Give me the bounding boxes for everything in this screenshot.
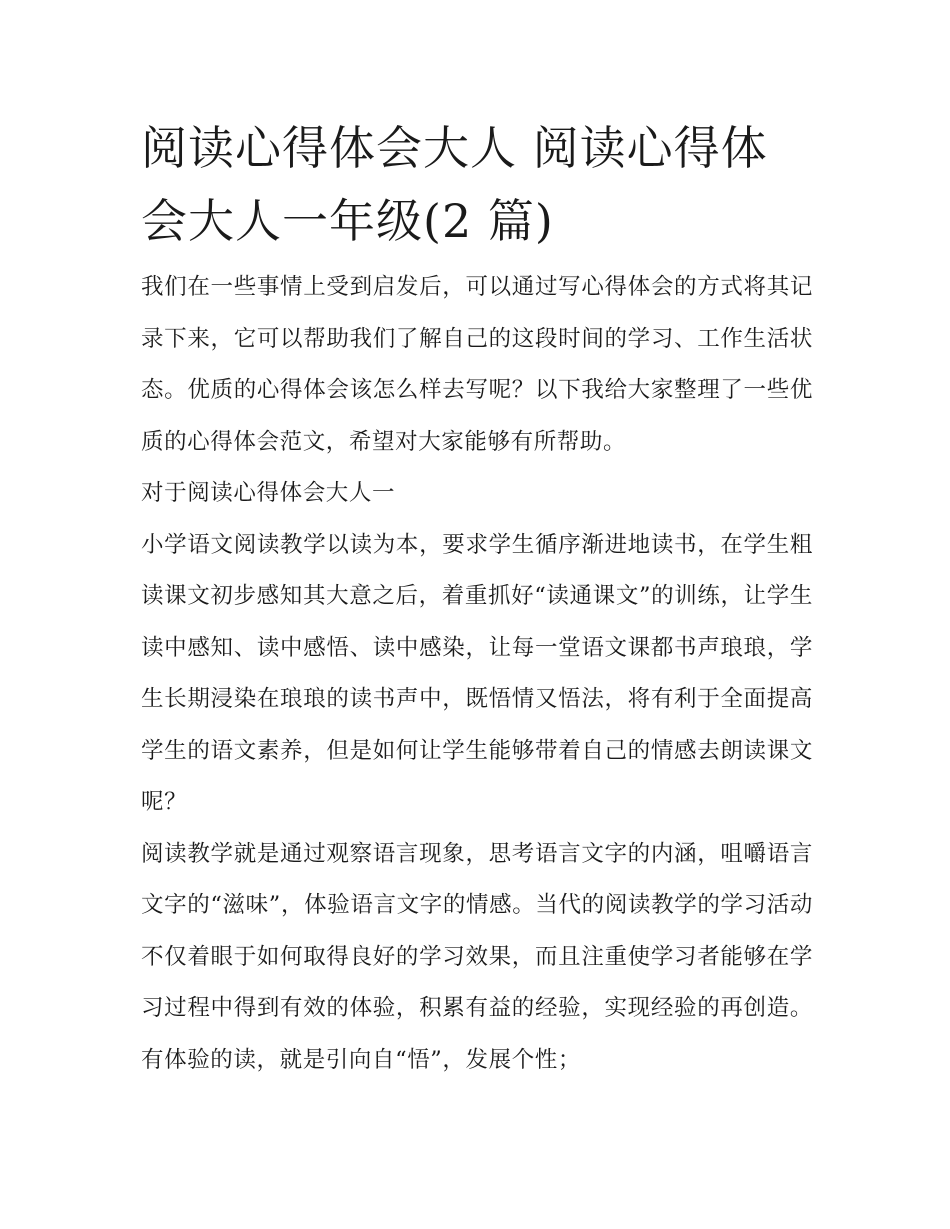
body-paragraph-2: 阅读教学就是通过观察语言现象，思考语言文字的内涵，咀嚼语言文字的“滋味”，体验语言文字的情感。当代的阅读教学的学习活动不仅着眼于如何取得良好的学习效果，而且注重使学习者能够在学习过程中得到有效的体验，积累有益的经验，实现经验的再创造。有体验的读，就是引向自“悟”，发展个性； <box>141 840 813 1073</box>
body-paragraph-1: 小学语文阅读教学以读为本，要求学生循序渐进地读书，在学生粗读课文初步感知其大意之后，着重抓好“读通课文”的训练，让学生读中感知、读中感悟、读中感染，让每一堂语文课都书声琅琅，学生长期浸染在琅琅的读书声中，既悟情又悟法，将有利于全面提高学生的语文素养，但是如何让学生能够带着自己的情感去朗读课文呢？ <box>141 531 813 815</box>
document-title: 阅读心得体会大人 阅读心得体会大人一年级(2 篇) <box>141 121 768 248</box>
intro-paragraph: 我们在一些事情上受到启发后，可以通过写心得体会的方式将其记录下来，它可以帮助我们了解自己的这段时间的学习、工作生活状态。优质的心得体会该怎么样去写呢？以下我给大家整理了一些优质的心得体会范文，希望对大家能够有所帮助。 <box>141 274 813 455</box>
document-page <box>141 112 813 1086</box>
section-heading: 对于阅读心得体会大人一 <box>141 480 396 506</box>
